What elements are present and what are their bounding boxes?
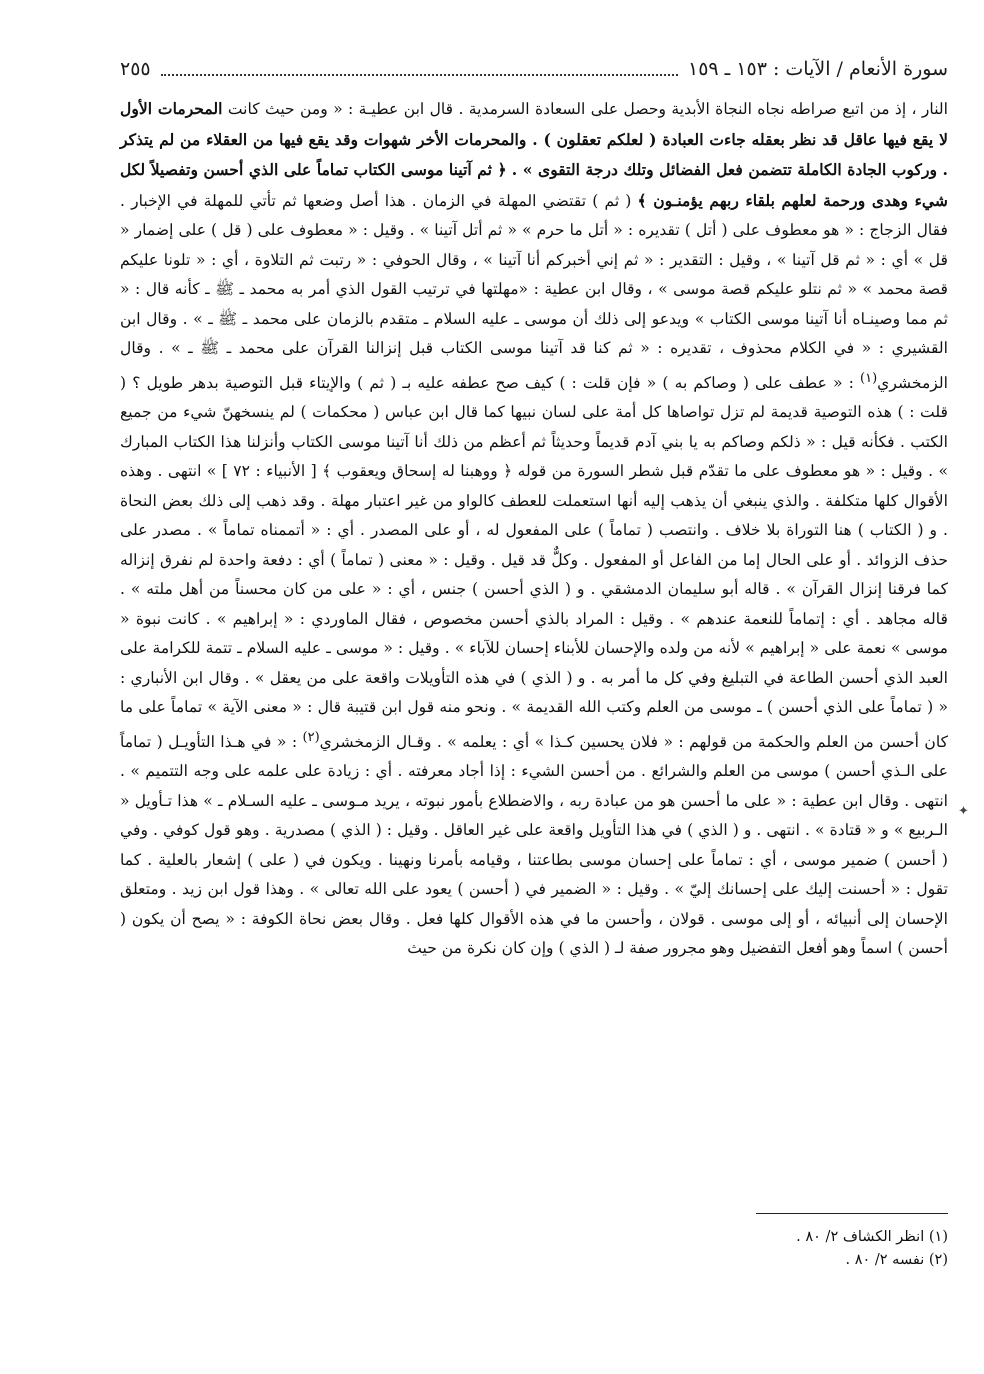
footnote-ref[interactable]: (٢) <box>302 729 320 745</box>
footnote-ref[interactable]: (١) <box>860 370 878 386</box>
body-line: المحرمات الأول لا يقع فيها عاقل قد نظر بعقله جاءت العبادة ( لعلكم تعقلون ) . والمحرمات الأخر شهوات وقد يقع <box>120 99 948 149</box>
body-paragraph: : « عطف على ( وصاكم به ) « فإن قلت : ) كيف صح عطفه عليه بـ ( ثم ) والإيتاء قبل التوصية بدهر طويل ؟ ( قلت : ) هذه التوصية قديمة لم تزل تواصاها كل أمة على لسان نبيها كما قال ابن عباس ( محكمات ) لم ينسخهنّ شيء من جميع الكتب . فكأنه قيل : « ذلكم وصاكم به يا بني آدم قديماً وحديثاً ثم أعظم من ذلك أنا آتينا موسى الكتاب وأنزلنا هذا الكتاب المبارك » . وقيل : « هو معطوف على ما تقدّم قبل شطر السورة من قوله ﴿ ووهبنا له إسحاق ويعقوب ﴾ [ الأنبياء : ٧٢ ] » انتهى . وهذه الأقوال كلها متكلفة . والذي ينبغي أن يذهب إليه أنها استعملت للعطف كالواو من غير اعتبار مهلة . وقد ذهب إلى ذلك بعض النحاة . و ( الكتاب ) هنا التوراة بلا خلاف . وانتصب ( تماماً ) على المفعول له ، أو على المصدر . أي : « أتممناه تماماً » . مصدر على حذف الزوائد . أو على الحال إما من الفاعل أو المفعول . وكلٌّ قد قيل . وقيل : « معنى ( تماماً ) أي : دفعة واحدة لم نفرق إنزاله كما فرقنا إنزال القرآن » . قاله أبو سليمان الدمشقي . و ( الذي أحسن ) جنس ، أي : « على من كان محسناً من أهل ملته » . قاله مجاهد . أي : إتماماً للنعمة عندهم » . وقيل : المراد بالذي أحسن مخصوص ، فقال الماوردي : « إبراهيم » . كانت نبوة « موسى » نعمة على « إبراهيم » لأنه من ولده والإحسان للأبناء إحسان للآباء » . وقيل : « موسى ـ عليه السلام ـ تتمة للكرامة على العبد الذي أحسن الطاعة في التبليغ وفي كل ما أمر به . و ( الذي ) في هذه التأويلات واقعة على من يعقل » . وقال ابن الأنباري : « ( تماماً على الذي أحسن ) ـ موسى من العلم وكتب الله القديمة » . ونحو منه قول ابن قتيبة قال : « معنى الآية » تماماً على ما كان أحسن من العلم والحكمة من قولهم : « فلان يحسين كـذا » أي : يعلمه » . وقـال الزمخشري <box>120 373 948 751</box>
surah-verse-title: سورة الأنعام / الآيات : ١٥٣ ـ ١٥٩ <box>688 58 948 80</box>
body-paragraph: : « في هـذا التأويـل ( تماماً على الـذي أحسن ) موسى من العلم والشرائع . من أحسن الشيء : إذا أجاد معرفته . أي : زيادة على علمه على وجه التتميم » . انتهى . وقال ابن عطية : « على ما أحسن هو من عبادة ربه ، والاضطلاع بأمور نبوته ، يريد مـوسى ـ عليه السـلام ـ » هذا تـأويل « الـربيع » و « قتادة » . انتهى . و ( الذي ) في هذا التأويل واقعة على غير العاقل . وقيل : ( الذي ) مصدرية . وهو قول كوفي . وفي ( أحسن ) ضمير موسى ، أي : تماماً على إحسان موسى بطاعتنا ، وقيامه بأمرنا ونهينا . ويكون في ( على ) إشعار بالعلية . كما تقول : « أحسنت إليك على إحسانك إليّ » . وقيل : « الضمير في ( أحسن ) يعود على الله تعالى » . وهذا قول ابن زيد . ومتعلق الإحسان إلى أنبيائه ، أو إلى موسى . قولان ، وأحسن ما في هذه الأقوال كلها فعل . وقال بعض نحاة الكوفة : « يصح أن يكون ( أحسن ) اسماً وهو أفعل التفضيل وهو مجرور صفة لـ ( الذي ) وإن كان نكرة من حيث <box>120 732 949 958</box>
page-number: ٢٥٥ <box>120 58 151 80</box>
body-paragraph: ( ثم ) تقتضي المهلة في الزمان . هذا أصل وضعها ثم تأتي للمهلة في الإخبار . فقال الزجاج : « هو معطوف على ( أتل ) تقديره : « أتل ما حرم » « ثم أتل آتينا » . وقيل : « معطوف على ( قل ) على إضمار « قل » أي : « ثم قل آتينا » ، وقيل : التقدير : « ثم إني أخبركم أنا آتينا » ، وقال الحوفي : « رتبت ثم التلاوة ، أي : « تلونا عليكم قصة محمد » « ثم نتلو عليكم قصة موسى » ، وقال ابن عطية : «مهلتها في ترتيب القول الذي أمر به محمد ـ ﷺ ـ كأنه قال : « ثم مما وصينـاه أنا آتينا موسى الكتاب » ويدعو إلى ذلك أن موسى ـ عليه السلام ـ متقدم بالزمان على محمد ـ ﷺ ـ » . وقال ابن القشيري : « في الكلام محذوف ، تقديره : « ثم كنا قد آتينا موسى الكتاب قبل إنزالنا القرآن على محمد ـ ﷺ ـ » . وقال الزمخشري <box>120 191 948 392</box>
footnote: (١) انظر الكشاف ٢/ ٨٠ . <box>796 1229 948 1245</box>
body-line: النار ، إذ من اتبع صراطه نجاه النجاة الأبدية وحصل على السعادة السرمدية . قال ابن عطيـة : « ومن حيث كانت <box>227 100 948 118</box>
quran-verse: ﴿ ثم آتينا موسى الكتاب تماماً على الذي أحسن وتفصيلاً لكل شيء وهدى ورحمة لعلهم بلقاء ربهم يؤمنـون ﴾ <box>120 160 948 210</box>
header-dotted-leader <box>161 62 678 76</box>
body-line: فيها من العقلاء من لم يتذكر . وركوب الجادة الكاملة تتضمن فعل الفضائل وتلك درجة التقوى » . <box>120 129 948 179</box>
running-header <box>120 54 948 84</box>
margin-mark: ✦ <box>958 804 969 819</box>
footnote-divider <box>756 1213 948 1214</box>
footnote: (٢) نفسه ٢/ ٨٠ . <box>845 1252 948 1268</box>
footnotes <box>600 1226 948 1272</box>
commentary-body <box>120 94 948 964</box>
